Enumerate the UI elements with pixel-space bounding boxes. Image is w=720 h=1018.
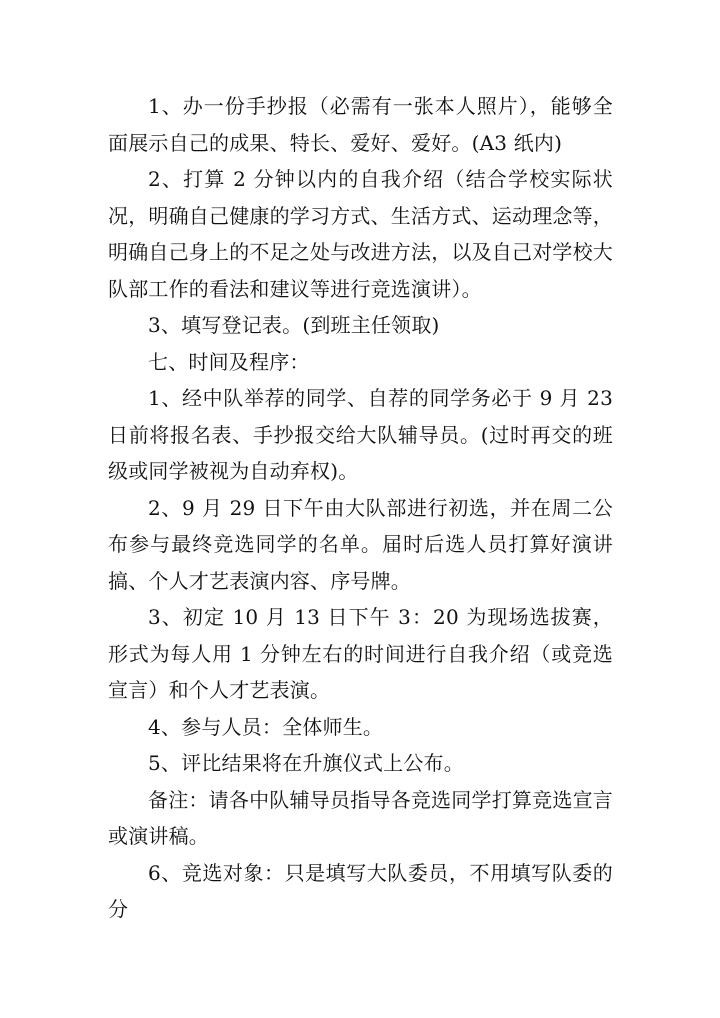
paragraph-requirement-2: 2、打算 2 分钟以内的自我介绍（结合学校实际状况，明确自己健康的学习方式、生活方式、运动理念等，明确自己身上的不足之处与改进方法，以及自己对学校大队部工作的看法和建议等进行竞选演讲）。 <box>108 167 613 301</box>
paragraph-requirement-1: 1、办一份手抄报（必需有一张本人照片），能够全面展示自己的成果、特长、爱好、爱好。(A3 纸内) <box>108 94 613 155</box>
paragraph-schedule-3: 3、初定 10 月 13 日下午 3：20 为现场选拔赛，形式为每人用 1 分钟左右的时间进行自我介绍（或竞选宣言）和个人才艺表演。 <box>108 605 613 702</box>
paragraph-schedule-4: 4、参与人员：全体师生。 <box>148 714 384 739</box>
paragraph-schedule-2: 2、9 月 29 日下午由大队部进行初选，并在周二公布参与最终竞选同学的名单。届时后选人员打算好演讲搞、个人才艺表演内容、序号牌。 <box>108 495 613 593</box>
paragraph-schedule-5: 5、评比结果将在升旗仪式上公布。 <box>148 751 464 775</box>
paragraph-schedule-6: 6、竞选对象：只是填写大队委员，不用填写队委的分 <box>108 860 613 921</box>
document-page <box>108 88 613 928</box>
paragraph-note: 备注：请各中队辅导员指导各竞选同学打算竞选宣言或演讲稿。 <box>108 787 613 848</box>
paragraph-schedule-1: 1、经中队举荐的同学、自荐的同学务必于 9 月 23 日前将报名表、手抄报交给大队辅导员。(过时再交的班级或同学被视为自动弃权)。 <box>108 386 613 483</box>
paragraph-requirement-3: 3、填写登记表。(到班主任领取) <box>148 313 440 337</box>
section-heading-schedule: 七、时间及程序： <box>148 349 310 374</box>
